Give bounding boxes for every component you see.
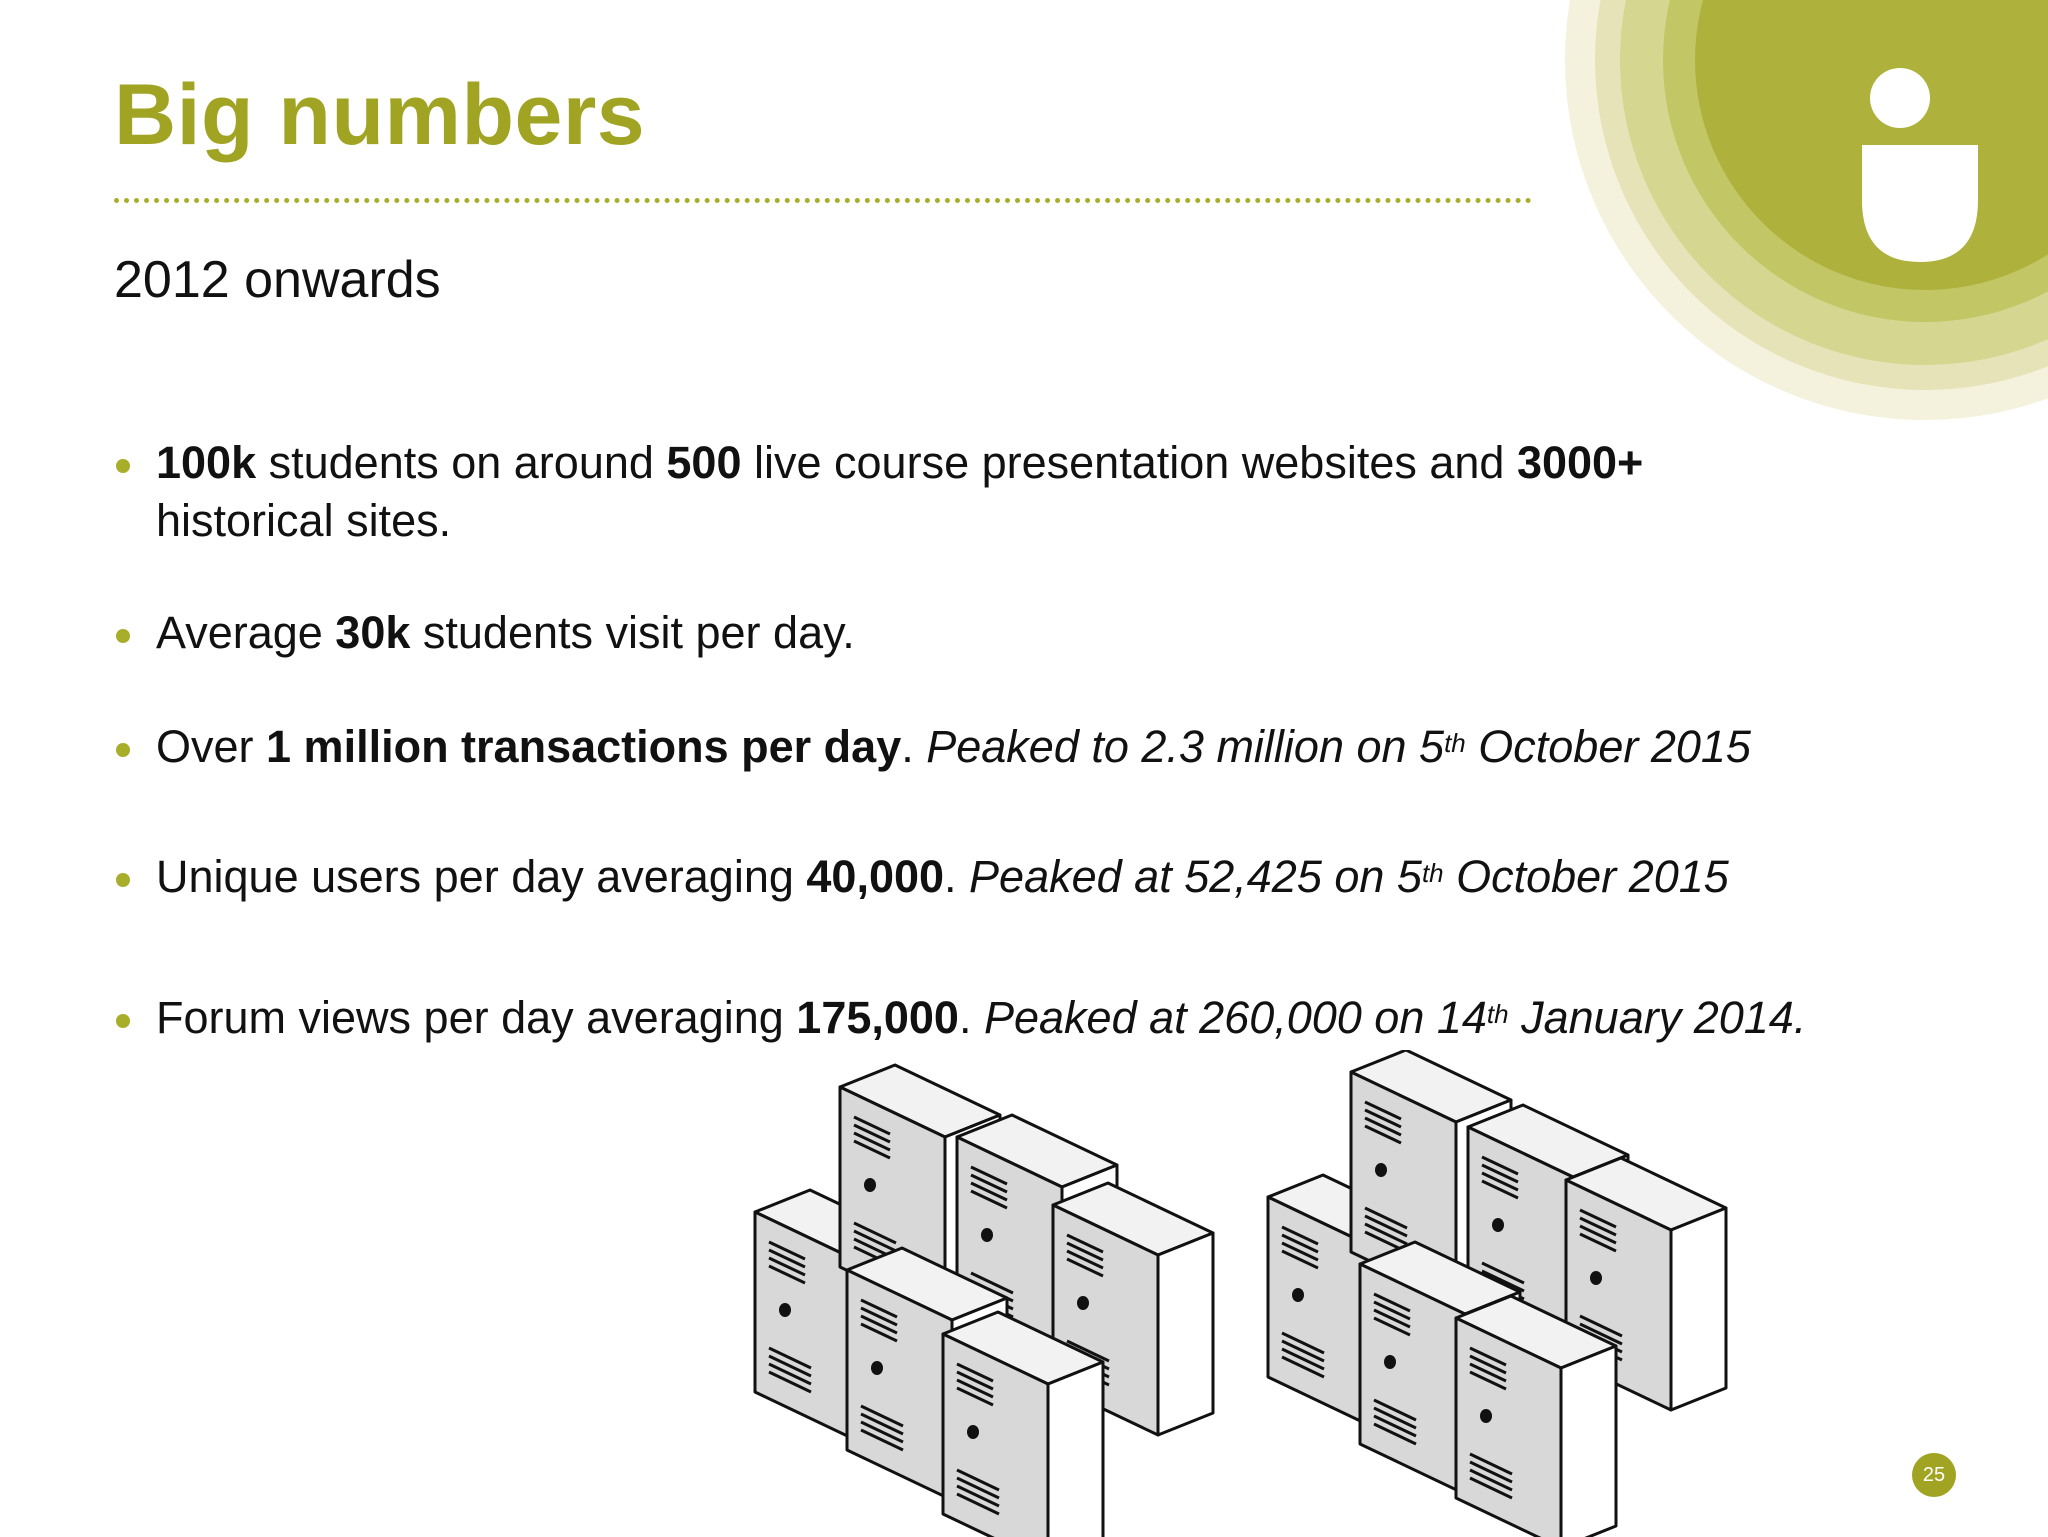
bullet-run: th: [1421, 858, 1444, 888]
bullet-text: [156, 604, 1976, 662]
bullet-run: 40,000: [806, 851, 945, 902]
page-number-badge: 25: [1912, 1453, 1956, 1497]
bullet-run: Unique users per day averaging: [156, 851, 807, 902]
bullet-run: 100k: [156, 437, 257, 488]
bullet-run: students on around: [256, 437, 667, 488]
bullet-run: January 2014.: [1508, 992, 1807, 1043]
title-divider: [114, 198, 1532, 203]
slide-subtitle: 2012 onwards: [114, 251, 441, 309]
bullet-run: th: [1444, 728, 1466, 758]
bullet-run: historical sites.: [156, 495, 452, 546]
bullet-run: .: [944, 851, 970, 902]
bullet-dot: [116, 873, 130, 887]
bullet-run: students visit per day.: [410, 607, 855, 658]
bullet-run: th: [1486, 999, 1509, 1029]
bullet-run: .: [958, 992, 984, 1043]
bullet-run: Average: [156, 607, 336, 658]
bullet-run: Peaked to 2.3 million on 5: [926, 721, 1445, 772]
bullet-dot: [116, 1014, 130, 1028]
bullet-text: [156, 718, 1976, 776]
bullet-run: 1 million transactions per day: [266, 721, 902, 772]
bullet-run: Peaked at 52,425 on 5: [969, 851, 1422, 902]
bullet-dot: [116, 629, 130, 643]
bullet-run: October 2015: [1465, 721, 1751, 772]
bullet-text: [156, 989, 1976, 1047]
bullet-run: .: [901, 721, 927, 772]
bullet-run: 3000+: [1516, 437, 1644, 488]
bullet-dot: [116, 743, 130, 757]
bullet-run: October 2015: [1443, 851, 1729, 902]
bullet-text: [156, 848, 1976, 906]
bullet-run: Forum views per day averaging: [156, 992, 797, 1043]
bullet-run: Peaked at 260,000 on 14: [983, 992, 1487, 1043]
bullet-dot: [116, 459, 130, 473]
bullet-run: Over: [156, 721, 267, 772]
open-university-logo: [1560, 0, 2048, 440]
server-cluster-illustration: [740, 1050, 1740, 1537]
bullet-run: live course presentation websites and: [741, 437, 1517, 488]
bullet-run: 175,000: [796, 992, 959, 1043]
bullet-text: [156, 434, 1976, 550]
bullet-run: 500: [666, 437, 742, 488]
slide-title: Big numbers: [114, 67, 646, 163]
bullet-run: 30k: [335, 607, 411, 658]
